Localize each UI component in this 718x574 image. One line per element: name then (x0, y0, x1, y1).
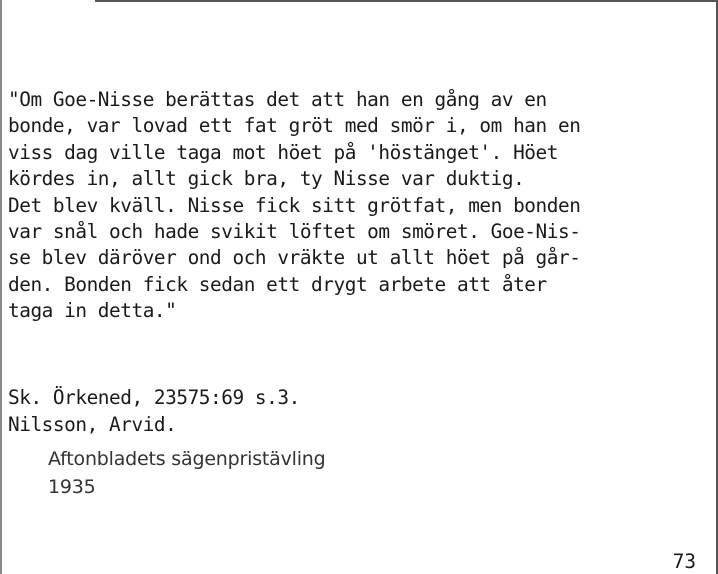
source-reference (8, 384, 300, 438)
legend-line: Det blev kväll. Nisse fick sitt grötfat, men bonden (8, 193, 581, 217)
stamp-year: 1935 (48, 476, 96, 498)
page-number: 73 (672, 550, 696, 573)
legend-line: bonde, var lovad ett fat gröt med smör i, om han en (8, 114, 581, 138)
competition-stamp (48, 445, 326, 501)
legend-line: var snål och hade svikit löftet om smöret. Goe-Nis- (8, 219, 581, 243)
left-border-line (0, 0, 2, 574)
top-border-line (95, 0, 718, 2)
source-place: Sk. Örkened, 23575:69 s.3. (8, 386, 300, 409)
source-informant: Nilsson, Arvid. (8, 413, 177, 436)
legend-line: kördes in, allt gick bra, ty Nisse var duktig. (8, 167, 525, 191)
legend-text (8, 87, 714, 325)
legend-line: taga in detta." (8, 299, 177, 323)
legend-line: se blev däröver ond och vräkte ut allt höet på går- (8, 246, 581, 270)
stamp-title: Aftonbladets sägenpristävling (48, 448, 326, 470)
legend-line: viss dag ville taga mot höet på 'höstänget'. Höet (8, 140, 558, 164)
legend-line: den. Bonden fick sedan ett drygt arbete att åter (8, 272, 547, 296)
legend-line: "Om Goe-Nisse berättas det att han en gång av en (8, 88, 547, 111)
